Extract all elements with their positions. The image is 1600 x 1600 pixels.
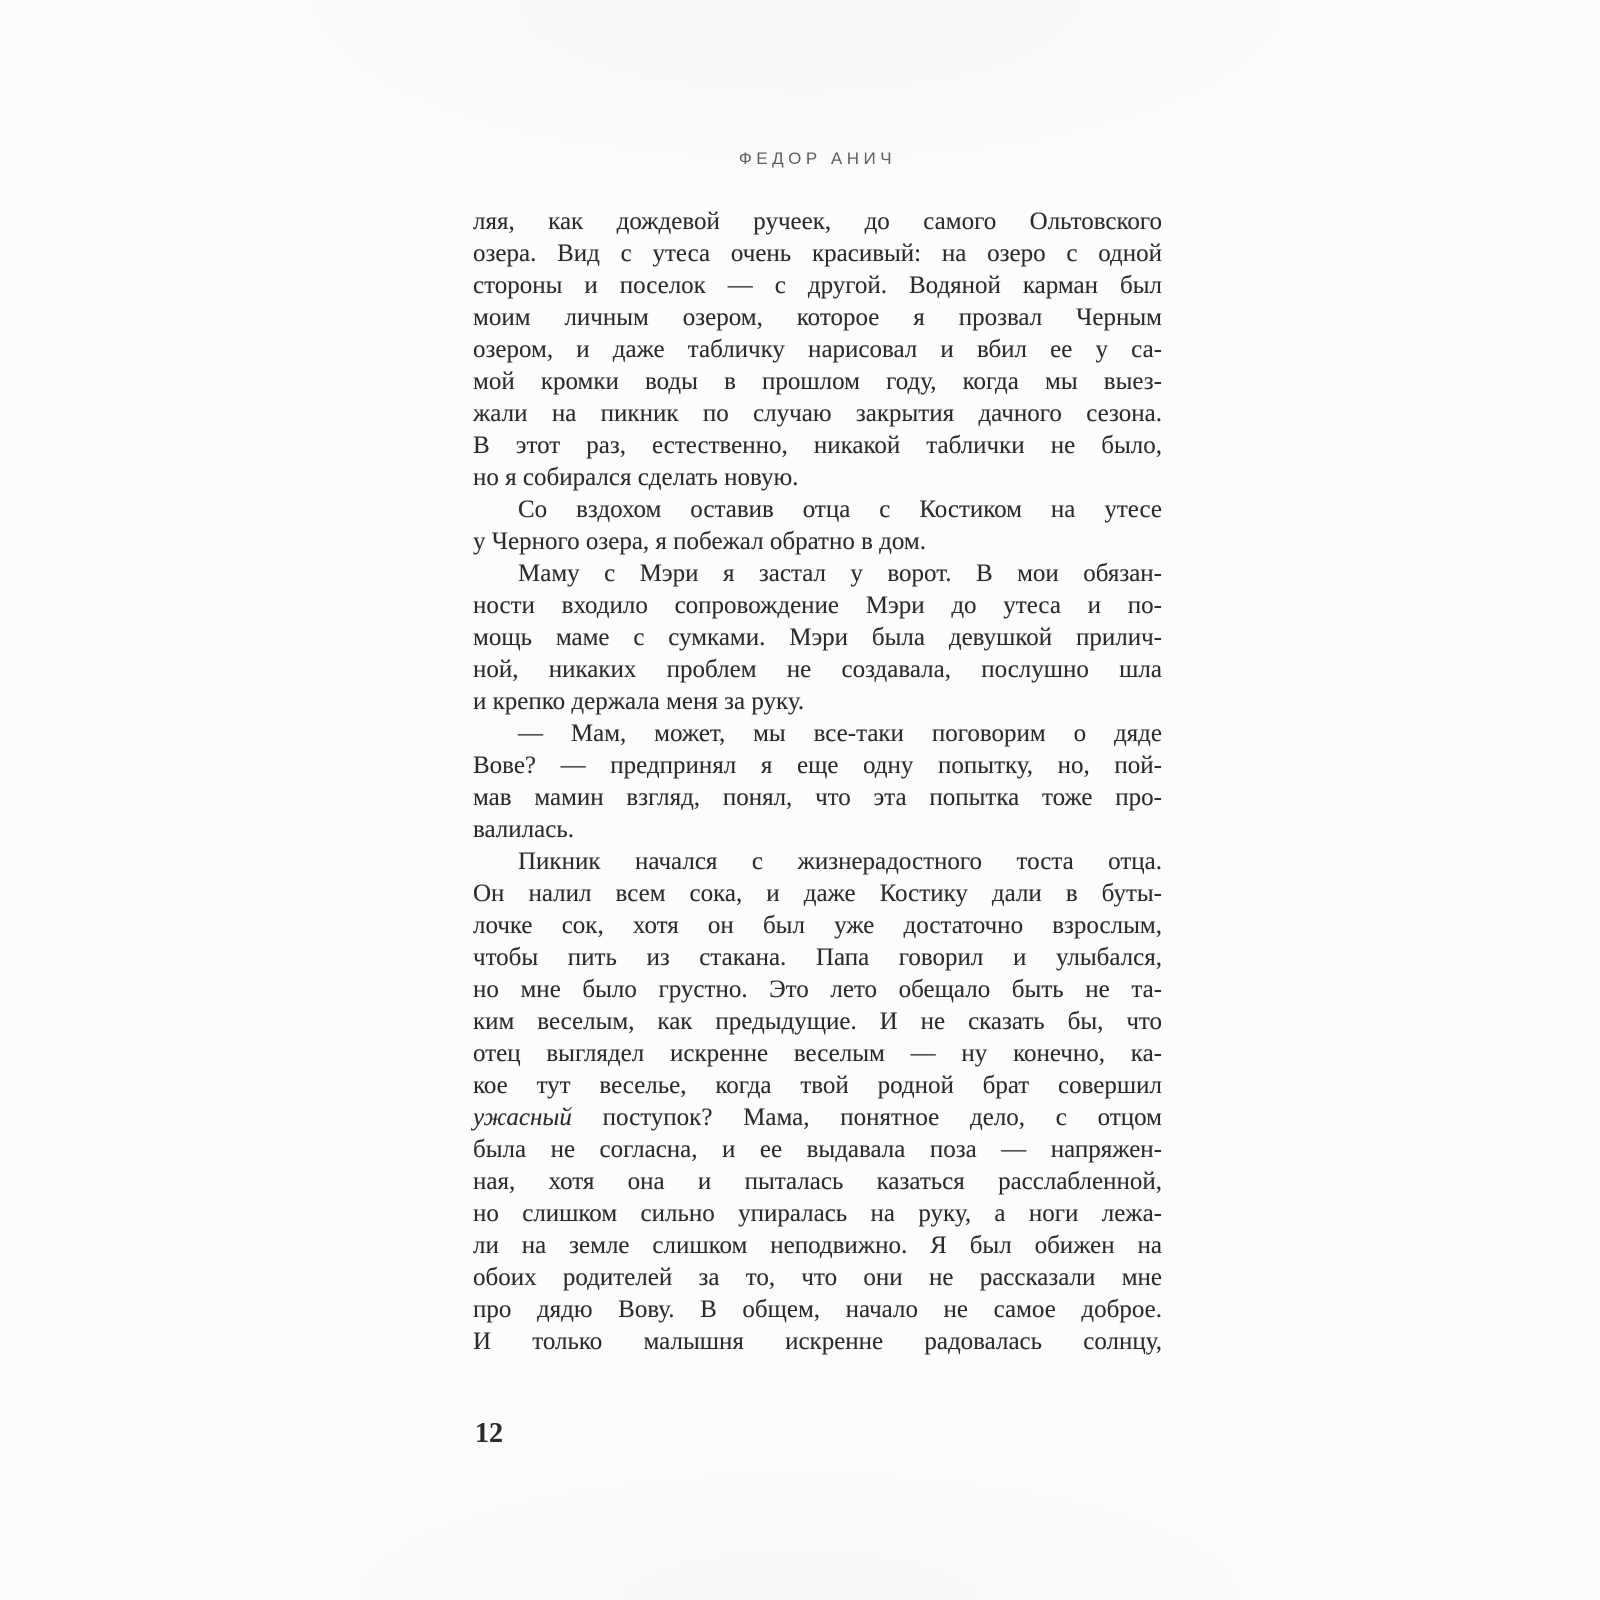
text-line [473, 622, 1162, 654]
text-segment: В этот раз, естественно, никакой таблички не было, [473, 432, 1162, 459]
text-segment: но слишком сильно упиралась на руку, а ноги лежа- [473, 1200, 1162, 1227]
text-segment: ляя, как дождевой ручеек, до самого Ольтовского [473, 208, 1162, 235]
text-line [473, 974, 1162, 1006]
text-line [473, 1070, 1162, 1102]
text-line [473, 398, 1162, 430]
text-segment: кое тут веселье, когда твой родной брат совершил [473, 1072, 1162, 1099]
text-line [473, 206, 1162, 238]
text-segment: была не согласна, и ее выдавала поза — напряжен- [473, 1136, 1162, 1163]
text-line [473, 1198, 1162, 1230]
text-line [473, 302, 1162, 334]
text-segment: Он налил всем сока, и даже Костику дали в буты- [473, 880, 1162, 907]
text-segment: мощь маме с сумками. Мэри была девушкой прилич- [473, 624, 1162, 651]
text-line [473, 590, 1162, 622]
text-segment: валилась. [473, 816, 574, 843]
text-segment: озера. Вид с утеса очень красивый: на озеро с одной [473, 240, 1162, 267]
text-segment: поступок? Мама, понятное дело, с отцом [571, 1104, 1162, 1131]
text-line [473, 750, 1162, 782]
text-line [473, 654, 1162, 686]
text-line [473, 910, 1162, 942]
text-line [473, 1134, 1162, 1166]
text-segment: у Черного озера, я побежал обратно в дом. [473, 528, 926, 555]
text-line [473, 942, 1162, 974]
text-line [473, 334, 1162, 366]
text-segment: жали на пикник по случаю закрытия дачного сезона. [473, 400, 1162, 427]
text-segment: мав мамин взгляд, понял, что эта попытка тоже про- [473, 784, 1162, 811]
text-line [473, 558, 1162, 590]
text-line [473, 1038, 1162, 1070]
text-segment: Пикник начался с жизнерадостного тоста отца. [518, 848, 1162, 875]
text-line [473, 814, 1162, 846]
text-segment: И только малышня искренне радовалась солнцу, [473, 1328, 1162, 1355]
text-line [473, 1230, 1162, 1262]
page-number: 12 [475, 1418, 503, 1449]
text-line [473, 782, 1162, 814]
text-segment: моим личным озером, которое я прозвал Черным [473, 304, 1162, 331]
text-segment: стороны и поселок — с другой. Водяной карман был [473, 272, 1162, 299]
text-segment: про дядю Вову. В общем, начало не самое доброе. [473, 1296, 1162, 1323]
text-line [473, 846, 1162, 878]
text-segment: ная, хотя она и пыталась казаться расслабленной, [473, 1168, 1162, 1195]
text-segment: ной, никаких проблем не создавала, послушно шла [473, 656, 1162, 683]
text-segment: отец выглядел искренне веселым — ну конечно, ка- [473, 1040, 1162, 1067]
text-segment: Вове? — предпринял я еще одну попытку, но, пой- [473, 752, 1162, 779]
text-segment: Маму с Мэри я застал у ворот. В мои обязан- [518, 560, 1162, 587]
text-line [473, 1326, 1162, 1358]
text-segment: и крепко держала меня за руку. [473, 688, 805, 715]
text-line [473, 238, 1162, 270]
text-line [473, 270, 1162, 302]
italic-text: ужасный [473, 1104, 572, 1131]
running-header-author: ФЕДОР АНИЧ [738, 149, 897, 168]
text-line [473, 686, 1162, 718]
text-line [473, 1102, 1162, 1134]
text-segment: обоих родителей за то, что они не рассказали мне [473, 1264, 1162, 1291]
text-segment: но мне было грустно. Это лето обещало быть не та- [473, 976, 1162, 1003]
text-line [473, 366, 1162, 398]
text-segment: мой кромки воды в прошлом году, когда мы выез- [473, 368, 1162, 395]
text-segment: ким веселым, как предыдущие. И не сказать бы, что [473, 1008, 1162, 1035]
text-line [473, 462, 1162, 494]
text-segment: лочке сок, хотя он был уже достаточно взрослым, [473, 912, 1162, 939]
text-segment: Со вздохом оставив отца с Костиком на утесе [518, 496, 1162, 523]
text-line [473, 1294, 1162, 1326]
text-segment: чтобы пить из стакана. Папа говорил и улыбался, [473, 944, 1162, 971]
text-line [473, 1262, 1162, 1294]
text-line [473, 494, 1162, 526]
text-segment: озером, и даже табличку нарисовал и вбил ее у са- [473, 336, 1162, 363]
text-segment: ли на земле слишком неподвижно. Я был обижен на [473, 1232, 1162, 1259]
text-line [473, 1006, 1162, 1038]
text-line [473, 718, 1162, 750]
text-line [473, 430, 1162, 462]
text-segment: ности входило сопровождение Мэри до утеса и по- [473, 592, 1162, 619]
text-segment: — Мам, может, мы все-таки поговорим о дяде [518, 720, 1162, 747]
text-line [473, 1166, 1162, 1198]
text-line [473, 878, 1162, 910]
text-block [473, 206, 1162, 1358]
text-segment: но я собирался сделать новую. [473, 464, 799, 491]
text-line [473, 526, 1162, 558]
